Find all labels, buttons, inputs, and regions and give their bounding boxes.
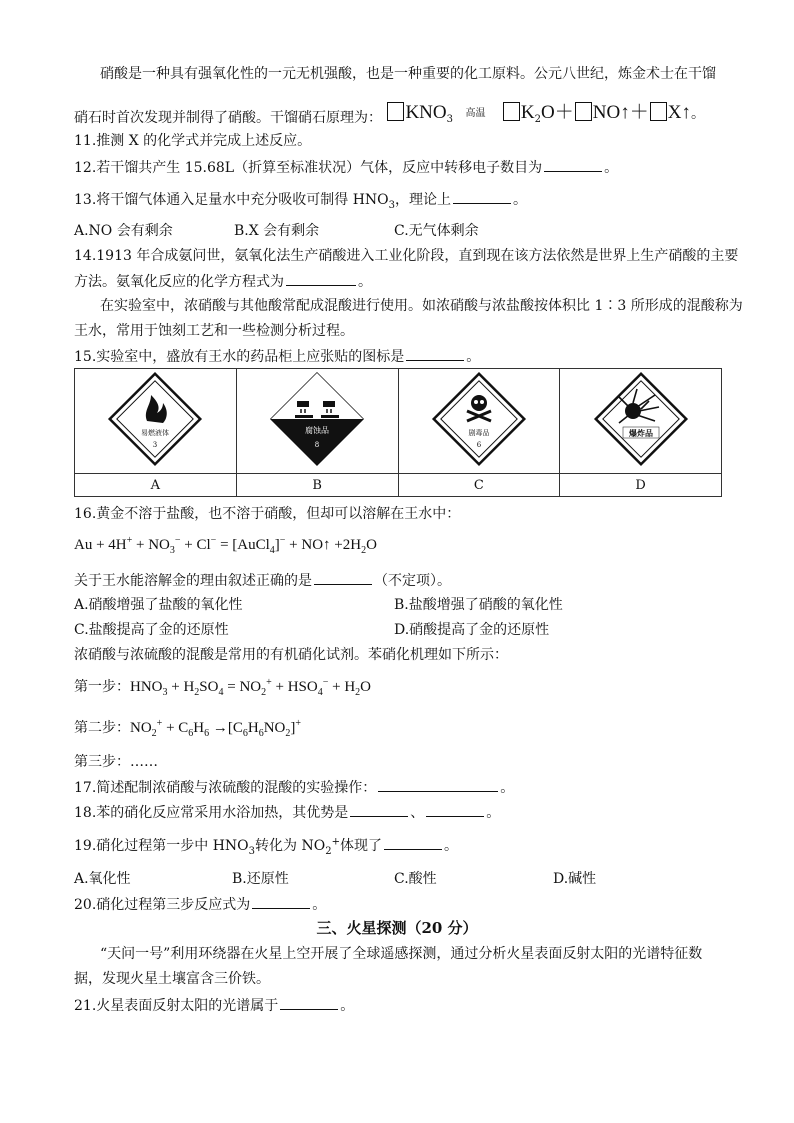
q19-end: 。 (443, 838, 458, 854)
step2-equation (130, 718, 302, 739)
paragraph-mars-line2: 据，发现火星土壤富含三价铁。 (74, 971, 270, 987)
reaction-equation (382, 102, 705, 125)
coefficient-box (575, 102, 592, 121)
sign-label-c: C (398, 474, 560, 497)
eq-part: NO (130, 720, 152, 736)
eq-sup: − (279, 535, 286, 546)
sign-text: 易燃液体 (141, 429, 170, 437)
question-12 (74, 157, 618, 178)
step-label: 第一步： (74, 679, 130, 695)
answer-blank[interactable] (286, 271, 356, 286)
q19-mid: 转化为 NO (255, 838, 326, 854)
eq-part: + C (162, 720, 189, 736)
paragraph-mars-line1: “天问一号”利用环绕器在火星上空开展了全球遥感探测，通过分析火星表面反射太阳的光谱特征数 (100, 946, 703, 962)
eq-sup: + (295, 718, 302, 729)
section-heading-mars: 三、火星探测（20 分） (316, 919, 478, 937)
eq-sub: 4 (218, 687, 224, 698)
q13-text: 13.将干馏气体通入足量水中充分吸收可制得 HNO (74, 192, 389, 208)
kno3-sub: 3 (446, 113, 453, 125)
no-product: NO↑＋ (592, 102, 649, 123)
sign-text: 爆炸品 (628, 428, 653, 438)
x-product: X↑ (667, 102, 691, 123)
question-18 (74, 802, 500, 823)
sign-cell-a[interactable] (75, 369, 237, 474)
sign-label-d: D (560, 474, 722, 497)
answer-blank[interactable] (378, 777, 498, 792)
eq-sub: 2 (325, 845, 332, 857)
eq-sup: − (174, 535, 181, 546)
eq-sub: 6 (188, 728, 194, 739)
intro-text: 硝石时首次发现并制得了硝酸。干馏硝石原理为： (74, 110, 382, 126)
q12-text: 12.若干馏共产生 15.68L（折算至标准状况）气体，反应中转移电子数目为 (74, 160, 543, 176)
eq-sub: 2 (261, 687, 267, 698)
question-14-line1: 14.1913 年合成氨问世，氨氧化法生产硝酸进入工业化阶段，直到现在该方法依然是世界上生产硝酸的主要 (74, 248, 739, 264)
q15-text: 15.实验室中，盛放有王水的药品柜上应张贴的图标是 (74, 349, 405, 365)
sign-cell-d[interactable] (560, 369, 722, 474)
eq-part: SO (199, 679, 219, 695)
paragraph-aqua-regia-line1: 在实验室中，浓硝酸与其他酸常配成混酸进行使用。如浓硝酸与浓盐酸按体积比 1∶3 所形成的混酸称为 (100, 298, 743, 314)
q14-end: 。 (358, 274, 372, 290)
sign-label-a: A (75, 474, 237, 497)
q15-end: 。 (466, 349, 481, 365)
q21-end: 。 (340, 998, 355, 1014)
q16-option-b[interactable]: B.盐酸增强了硝酸的氧化性 (394, 597, 563, 613)
eq-part: = [AuCl (216, 537, 270, 553)
eq-part: ] (274, 537, 280, 553)
step-1 (74, 677, 371, 697)
q16-end: （不定项）。 (374, 573, 451, 589)
answer-blank[interactable] (280, 995, 338, 1010)
eq-sub: 2 (151, 728, 157, 739)
q13-option-b[interactable]: B.X 会有剩余 (234, 223, 320, 239)
question-11: 11.推测 X 的化学式并完成上述反应。 (74, 133, 312, 149)
eq-part: = NO (223, 679, 262, 695)
eq-sub: 2 (361, 545, 367, 556)
eq-sub: 4 (317, 687, 323, 698)
reaction-condition: 高温 (465, 108, 486, 119)
eq-sub: 2 (285, 728, 291, 739)
eq-part: O (360, 679, 371, 695)
eq-part: Au + 4H (74, 537, 127, 553)
eq-part: H (247, 720, 259, 736)
sign-number: 8 (314, 441, 320, 449)
question-17 (74, 777, 514, 798)
eq-sub: 4 (269, 545, 275, 556)
question-19 (74, 835, 458, 856)
q19-option-c[interactable]: C.酸性 (394, 871, 437, 887)
sign-text: 剧毒品 (468, 429, 490, 437)
q19-option-a[interactable]: A.氧化性 (74, 871, 131, 887)
q19-tail: 体现了 (339, 838, 382, 854)
q16-option-c[interactable]: C.盐酸提高了金的还原性 (74, 622, 229, 638)
gold-dissolution-equation (74, 537, 377, 554)
eq-sup: + (331, 836, 340, 848)
coefficient-box (387, 102, 404, 121)
answer-blank[interactable] (406, 346, 464, 361)
question-14-line2 (74, 271, 372, 292)
eq-sup: + (266, 677, 272, 688)
eq-part: + H (328, 679, 356, 695)
q18-end: 。 (486, 805, 501, 821)
paragraph-nitration: 浓硝酸与浓硫酸的混酸是常用的有机硝化试剂。苯硝化机理如下所示： (74, 647, 508, 663)
answer-blank[interactable] (350, 802, 408, 817)
paragraph-intro-line2 (74, 102, 705, 128)
sign-cell-b[interactable] (236, 369, 398, 474)
eq-part: H (193, 720, 205, 736)
coefficient-box (503, 102, 520, 121)
paragraph-aqua-regia-line2: 王水，常用于蚀刻工艺和一些检测分析过程。 (74, 323, 354, 339)
sign-cell-c[interactable] (398, 369, 560, 474)
q16-option-a[interactable]: A.硝酸增强了盐酸的氧化性 (74, 597, 243, 613)
q19-sub: 3 (248, 845, 256, 857)
flammable-liquid-icon (107, 371, 203, 467)
eq-sup: − (210, 535, 217, 546)
corrosive-icon (269, 371, 365, 467)
sign-label-b: B (236, 474, 398, 497)
eq-part: O (366, 537, 377, 553)
q18-text: 18.苯的硝化反应常采用水浴加热，其优势是 (74, 805, 349, 821)
sign-number: 6 (476, 441, 482, 449)
q13-mid: ，理论上 (395, 192, 452, 208)
eq-sup: + (126, 535, 133, 546)
reaction-end: 。 (690, 106, 705, 122)
toxic-skull-icon (431, 371, 527, 467)
eq-part: + Cl (180, 537, 211, 553)
question-16: 16.黄金不溶于盐酸，也不溶于硝酸，但却可以溶解在王水中： (74, 506, 461, 522)
q18-mid: 、 (410, 805, 425, 821)
k2o: K (520, 102, 535, 123)
paragraph-intro-line1: 硝酸是一种具有强氧化性的一元无机强酸，也是一种重要的化工原料。公元八世纪，炼金术士在干馏 (100, 66, 716, 82)
sign-text: 腐蚀品 (305, 426, 330, 435)
question-15 (74, 346, 480, 367)
q19-option-b[interactable]: B.还原性 (232, 871, 289, 887)
answer-blank[interactable] (426, 802, 484, 817)
q20-text: 20.硝化过程第三步反应式为 (74, 897, 251, 913)
q14-text: 方法。氨氧化反应的化学方程式为 (74, 274, 284, 290)
question-21 (74, 995, 354, 1016)
q13-option-a[interactable]: A.NO 会有剩余 (74, 223, 173, 239)
eq-part: + H (167, 679, 195, 695)
k2o-sub: 2 (534, 113, 542, 125)
eq-sub: 6 (242, 728, 248, 739)
eq-part: + HSO (271, 679, 318, 695)
question-13 (74, 189, 527, 210)
q19-text: 19.硝化过程第一步中 HNO (74, 838, 249, 854)
q13-end: 。 (513, 192, 528, 208)
q17-text: 17.简述配制浓硝酸与浓硫酸的混酸的实验操作： (74, 780, 377, 796)
step-2 (74, 718, 301, 738)
sign-number: 3 (153, 441, 158, 449)
eq-sub: 6 (258, 728, 264, 739)
answer-blank[interactable] (252, 894, 310, 909)
answer-blank[interactable] (314, 570, 372, 585)
eq-sup: − (322, 677, 329, 688)
q16-text: 关于王水能溶解金的理由叙述正确的是 (74, 573, 312, 589)
question-20 (74, 894, 326, 915)
step-3: 第三步：…… (74, 754, 158, 770)
eq-part: NO (263, 720, 286, 736)
eq-sup: + (156, 718, 163, 729)
step1-equation (130, 677, 371, 698)
eq-part: + NO (132, 537, 170, 553)
explosive-icon (593, 371, 689, 467)
q16-option-d[interactable]: D.硝酸提高了金的还原性 (394, 622, 550, 638)
q17-end: 。 (500, 780, 515, 796)
eq-part: HNO (130, 679, 163, 695)
q13-option-c[interactable]: C.无气体剩余 (394, 223, 479, 239)
eq-part: →[C (209, 720, 243, 736)
eq-sub: 3 (169, 545, 175, 556)
q19-option-d[interactable]: D.碱性 (553, 871, 597, 887)
eq-sub: 2 (355, 687, 361, 698)
kno3: KNO (405, 102, 447, 123)
answer-blank[interactable] (544, 157, 602, 172)
eq-part: + NO↑ +2H (285, 537, 362, 553)
question-16-ask (74, 570, 451, 591)
q20-end: 。 (312, 897, 327, 913)
answer-blank[interactable] (453, 189, 511, 204)
eq-part: ] (290, 720, 296, 736)
q21-text: 21.火星表面反射太阳的光谱属于 (74, 998, 279, 1014)
hazard-sign-table (74, 368, 722, 497)
answer-blank[interactable] (384, 835, 442, 850)
eq-sub: 3 (162, 687, 168, 698)
k2o-tail: O＋ (541, 102, 574, 123)
q12-end: 。 (604, 160, 619, 176)
coefficient-box (650, 102, 667, 121)
eq-sub: 6 (204, 728, 210, 739)
eq-sub: 2 (194, 687, 200, 698)
q13-sub: 3 (388, 199, 396, 211)
step-label: 第二步： (74, 720, 130, 736)
